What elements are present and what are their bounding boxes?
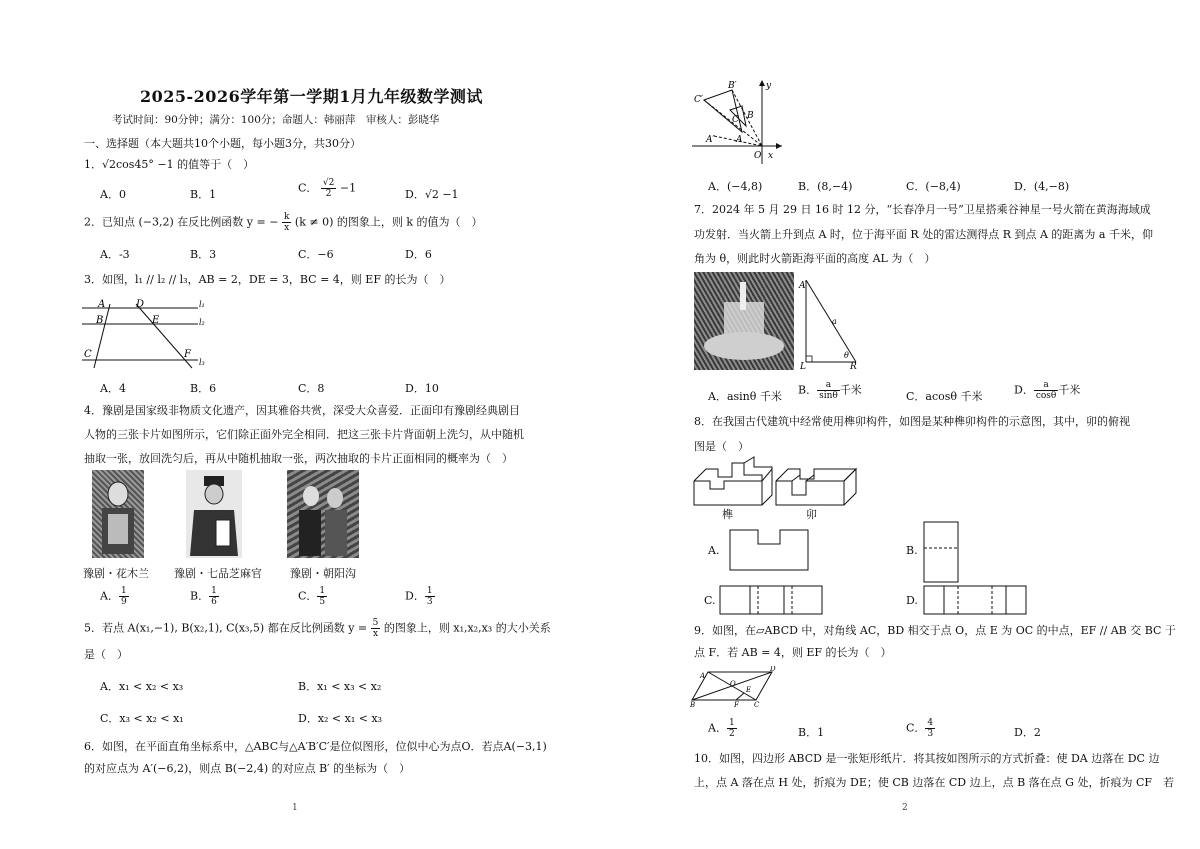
q4-option-c: C． $\frac{1}{5}$ <box>298 586 326 607</box>
q10-line-2: 上，点 A 落在点 H 处，折痕为 DE；使 CB 边落在 CD 边上，点 B 落在点 G 处，折痕为 CF 若 <box>694 776 1174 789</box>
opera-card-caption-2: 豫剧・七品芝麻官 <box>174 567 262 580</box>
svg-text:B: B <box>96 315 104 326</box>
svg-text:D: D <box>770 666 776 673</box>
q8-option-b-figure <box>922 520 960 584</box>
section-heading: 一、选择题（本大题共10个小题，每小题3分，共30分） <box>84 137 361 150</box>
opera-card-caption-3: 豫剧・朝阳沟 <box>290 567 356 580</box>
svg-text:R: R <box>850 362 857 370</box>
q10-line-1: 10．如图，四边形 ABCD 是一张矩形纸片．将其按如图所示的方式折叠：使 DA 边落在 DC 边 <box>694 752 1160 765</box>
q8-option-d: D. <box>906 594 918 607</box>
q1-c-fraction: $\frac{√2}{2}$ <box>322 178 335 199</box>
svg-text:O: O <box>754 151 762 161</box>
svg-text:C: C <box>84 349 92 360</box>
svg-text:D: D <box>136 299 145 310</box>
q1-option-c: C． $\frac{√2}{2}$ −1 <box>298 178 357 199</box>
svg-text:a: a <box>832 317 837 326</box>
svg-text:F: F <box>734 701 739 708</box>
q4-line-3: 抽取一张，放回洗匀后，再从中随机抽取一张，两次抽取的卡片正面相同的概率为（ ） <box>84 452 513 465</box>
svg-text:A: A <box>98 299 106 310</box>
svg-text:θ: θ <box>844 351 849 360</box>
rocket-launch-photo <box>694 272 794 370</box>
q6-option-b: B．(8,−4) <box>798 180 853 193</box>
q9-option-a: A． $\frac{1}{2}$ <box>708 718 735 739</box>
q9-line-1: 9．如图，在▱ABCD 中，对角线 AC，BD 相交于点 O，点 E 为 OC 的中点，EF // AB 交 BC 于 <box>694 624 1176 637</box>
svg-text:x: x <box>768 151 774 161</box>
opera-card-photo-1 <box>92 470 144 558</box>
svg-text:E: E <box>746 686 752 694</box>
svg-text:l₃: l₃ <box>199 358 205 367</box>
q8-option-a: A. <box>708 544 720 557</box>
q6-option-c: C．(−8,4) <box>906 180 961 193</box>
q2-option-a: A．-3 <box>100 248 130 261</box>
svg-text:A: A <box>736 135 743 145</box>
q1-option-b: B．1 <box>190 188 217 201</box>
q4-line-1: 4．豫剧是国家级非物质文化遗产，因其雅俗共赏，深受大众喜爱．正面印有豫剧经典剧目 <box>84 404 520 417</box>
opera-card-photo-2 <box>186 470 242 558</box>
q6-coordinate-figure <box>692 78 792 166</box>
q6-line-1: 6．如图，在平面直角坐标系中，△ABC与△A′B′C′是位似图形，位似中心为点O．若点A(−3,1) <box>84 740 547 753</box>
svg-text:A: A <box>700 672 706 680</box>
q9-option-b: B．1 <box>798 726 825 739</box>
page-2 <box>600 0 1200 849</box>
q7-option-a: A．asinθ 千米 <box>708 390 782 403</box>
q2-option-b: B．3 <box>190 248 217 261</box>
svg-text:l₂: l₂ <box>199 318 205 327</box>
page-number-2: 2 <box>902 803 908 813</box>
svg-text:B′: B′ <box>728 81 737 91</box>
mortise-label: 卯 <box>806 508 817 521</box>
q3-option-c: C．8 <box>298 382 325 395</box>
q1-stem: 1．√2cos45° −1 的值等于（ ） <box>84 158 255 171</box>
q9-option-c: C． $\frac{4}{3}$ <box>906 718 934 739</box>
q5-option-a: A．x₁ < x₂ < x₃ <box>100 680 184 693</box>
q7-line-3: 角为 θ，则此时火箭距海平面的高度 AL 为（ ） <box>694 252 936 265</box>
q7-right-triangle-figure <box>798 274 860 370</box>
exam-title: 2025-2026学年第一学期1月九年级数学测试 <box>140 87 483 106</box>
q7-option-c: C．acosθ 千米 <box>906 390 983 403</box>
svg-text:F: F <box>184 349 191 360</box>
q8-option-c: C. <box>704 594 716 607</box>
svg-text:O: O <box>730 680 736 688</box>
tenon-mortise-figure <box>692 455 872 517</box>
svg-text:E: E <box>152 315 160 326</box>
svg-text:A: A <box>799 281 806 291</box>
q7-option-d: D． $\frac{a}{\cos\theta}$ 千米 <box>1014 380 1081 401</box>
page-number-1: 1 <box>292 803 298 813</box>
q5-option-c: C．x₃ < x₂ < x₁ <box>100 712 184 725</box>
q5-stem: 5．若点 A(x₁,−1), B(x₂,1), C(x₃,5) 都在反比例函数 y = $\frac{5}{x}$ 的图象上，则 x₁,x₂,x₃ 的大小关系 <box>84 618 551 639</box>
q1-option-a: A．0 <box>100 188 126 201</box>
q4-option-d: D． $\frac{1}{3}$ <box>405 586 433 607</box>
q2-stem: 2．已知点 (−3,2) 在反比例函数 y = − $\frac{k}{x}$ (k ≠ 0) 的图象上，则 k 的值为（ ） <box>84 212 483 233</box>
q9-option-d: D．2 <box>1014 726 1041 739</box>
q7-line-1: 7．2024 年 5 月 29 日 16 时 12 分，“长春净月一号”卫星搭乘谷神星一号火箭在黄海海域成 <box>694 203 1151 216</box>
q7-line-2: 功发射．当火箭上升到点 A 时，位于海平面 R 处的雷达测得点 R 到点 A 的距离为 a 千米，仰 <box>694 228 1153 241</box>
q8-line-2: 图是（ ） <box>694 440 749 453</box>
q5-option-d: D．x₂ < x₁ < x₃ <box>298 712 383 725</box>
opera-card-photo-3 <box>287 470 359 558</box>
q2-option-d: D．6 <box>405 248 432 261</box>
svg-text:A′: A′ <box>706 135 715 145</box>
svg-text:y: y <box>766 81 772 91</box>
q8-option-b: B. <box>906 544 918 557</box>
svg-text:C′: C′ <box>694 95 703 105</box>
q8-option-a-figure <box>728 526 810 572</box>
q3-parallel-lines-figure <box>80 296 210 372</box>
q8-option-c-figure <box>718 584 824 616</box>
q6-option-a: A．(−4,8) <box>708 180 763 193</box>
svg-text:L: L <box>800 362 806 370</box>
q3-option-a: A．4 <box>100 382 126 395</box>
q7-option-b: B． $\frac{a}{\sin\theta}$ 千米 <box>798 380 862 401</box>
svg-text:B: B <box>747 111 754 121</box>
tenon-label: 榫 <box>722 508 733 521</box>
opera-card-caption-1: 豫剧・花木兰 <box>83 567 149 580</box>
q4-line-2: 人物的三张卡片如图所示，它们除正面外完全相同．把这三张卡片背面朝上洗匀，从中随机 <box>84 428 524 441</box>
q5-stem-2: 是（ ） <box>84 648 128 661</box>
q6-option-d: D．(4,−8) <box>1014 180 1070 193</box>
q4-option-a: A． $\frac{1}{9}$ <box>100 586 127 607</box>
svg-text:C: C <box>732 115 739 125</box>
q2-option-c: C．−6 <box>298 248 334 261</box>
q1-option-d: D．√2 −1 <box>405 188 459 201</box>
q8-option-d-figure <box>922 584 1028 616</box>
exam-info: 考试时间：90分钟；满分：100分；命题人：韩丽萍 审核人：彭晓华 <box>112 114 440 126</box>
svg-text:l₁: l₁ <box>199 300 205 309</box>
q2-stem-fraction: $\frac{k}{x}$ <box>283 212 290 233</box>
q4-option-b: B． $\frac{1}{6}$ <box>190 586 217 607</box>
q5-option-b: B．x₁ < x₃ < x₂ <box>298 680 382 693</box>
q9-parallelogram-figure <box>690 666 776 708</box>
q3-option-b: B．6 <box>190 382 217 395</box>
q8-line-1: 8．在我国古代建筑中经常使用榫卯构件，如图是某种榫卯构件的示意图，其中，卯的俯视 <box>694 415 1130 428</box>
q6-line-2: 的对应点为 A′(−6,2)，则点 B(−2,4) 的对应点 B′ 的坐标为（ ） <box>84 762 411 775</box>
q3-stem: 3．如图，l₁ // l₂ // l₃，AB = 2，DE = 3，BC = 4，则 EF 的长为（ ） <box>84 273 451 286</box>
svg-text:B: B <box>690 701 696 708</box>
q9-line-2: 点 F．若 AB = 4，则 EF 的长为（ ） <box>694 646 892 659</box>
q3-option-d: D．10 <box>405 382 439 395</box>
svg-text:C: C <box>754 701 760 708</box>
